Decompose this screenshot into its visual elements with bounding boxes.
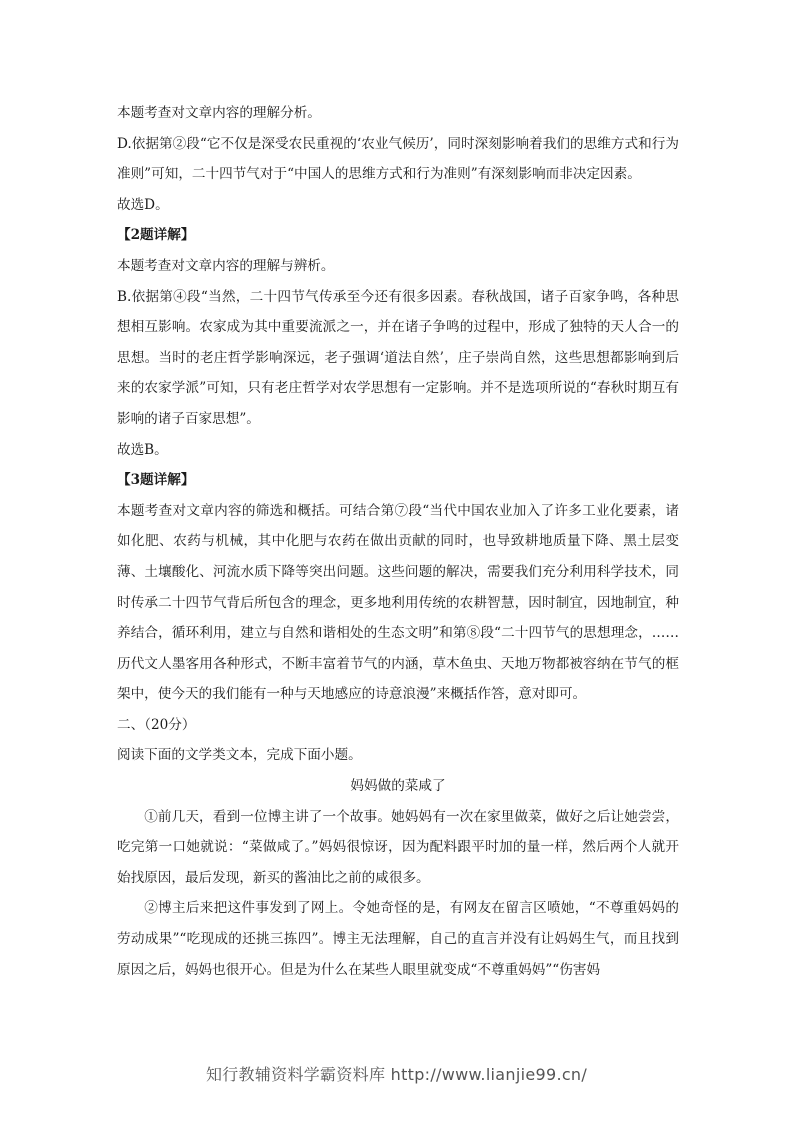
article-title: 妈妈做的菜咸了 [350, 778, 446, 795]
document-body [117, 98, 679, 985]
paragraph: 本题考查对文章内容的理解分析。 [117, 105, 321, 121]
section-heading: 【3题详解】 [117, 472, 195, 489]
paragraph: B.依据第④段“当然，二十四节气传承至今还有很多因素。春秋战国，诸子百家争鸣，各种思想相互影响。农家成为其中重要流派之一，并在诸子争鸣的过程中，形成了独特的天人合一的思想。当时的老庄哲学影响深远，老子强调‘道法自然’，庄子崇尚自然，这些思想都影响到后来的农家学派”可知，只有老庄哲学对农学思想有一定影响。并不是选项所说的“春秋时期互有影响的诸子百家思想”。 [117, 288, 679, 427]
paragraph: 故选B。 [117, 441, 168, 458]
instruction: 阅读下面的文学类文本，完成下面小题。 [117, 747, 362, 764]
paragraph: D.依据第②段“它不仅是深受农民重视的‘农业气候历’，同时深刻影响着我们的思维方式和行为准则”可知，二十四节气对于“中国人的思维方式和行为准则”有深刻影响而非决定因素。 [117, 135, 679, 183]
article-paragraph: ①前几天，看到一位博主讲了一个故事。她妈妈有一次在家里做菜，做好之后让她尝尝，吃完第一口她就说：“菜做咸了。”妈妈很惊讶，因为配料跟平时加的量一样，然后两个人就开始找原因，最后发现，新买的酱油比之前的咸很多。 [117, 808, 679, 886]
article-paragraph: ②博主后来把这件事发到了网上。令她奇怪的是，有网友在留言区喷她，“不尊重妈妈的劳动成果”“吃现成的还挑三拣四”。博主无法理解，自己的直言并没有让妈妈生气，而且找到原因之后，妈妈也很开心。但是为什么在某些人眼里就变成“不尊重妈妈”“伤害妈 [117, 900, 679, 978]
paragraph: 本题考查对文章内容的筛选和概括。可结合第⑦段“当代中国农业加入了许多工业化要素，诸如化肥、农药与机械，其中化肥与农药在做出贡献的同时，也导致耕地质量下降、黑土层变薄、土壤酸化、河流水质下降等突出问题。这些问题的解决，需要我们充分利用科学技术，同时传承二十四节气背后所包含的理念，更多地利用传统的农耕智慧，因时制宜，因地制宜，种养结合，循环利用，建立与自然和谐相处的生态文明”和第⑧段“二十四节气的思想理念，……历代文人墨客用各种形式，不断丰富着节气的内涵，草木鱼虫、天地万物都被容纳在节气的框架中，使今天的我们能有一种与天地感应的诗意浪漫”来概括作答，意对即可。 [117, 502, 679, 703]
paragraph: 故选D。 [117, 196, 169, 213]
section-heading: 【2题详解】 [117, 227, 195, 244]
paragraph: 本题考查对文章内容的理解与辨析。 [117, 257, 335, 274]
footer-watermark: 知行教辅资料学霸资料库 http://www.lianjie99.cn/ [205, 1065, 588, 1084]
section-label: 二、（20分） [117, 716, 196, 733]
